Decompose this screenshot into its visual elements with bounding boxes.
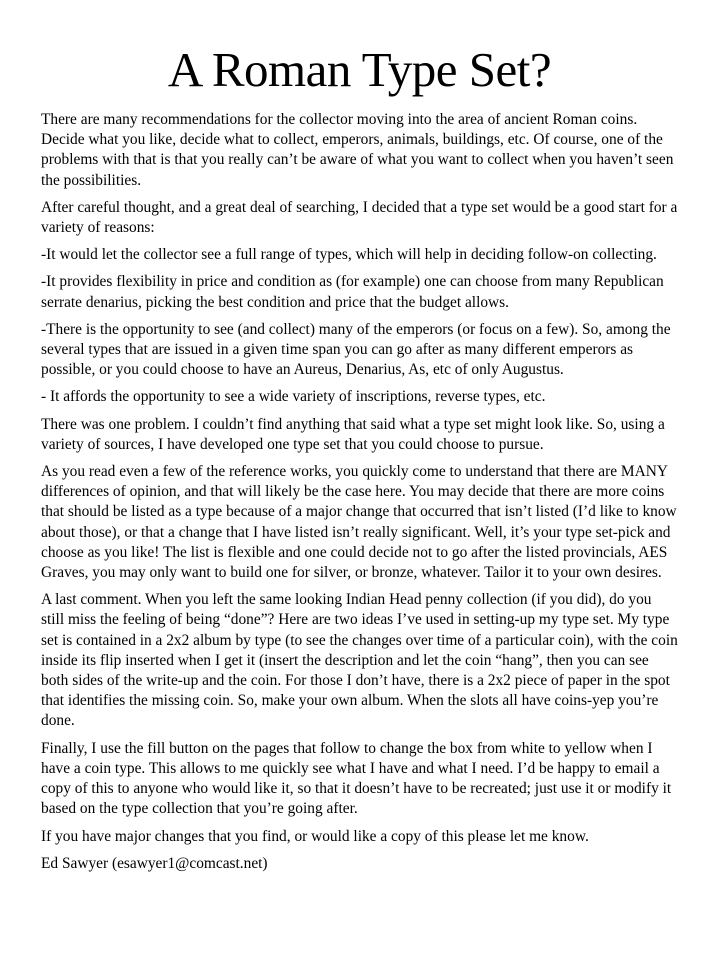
paragraph-contact-request: If you have major changes that you find, or would like a copy of this please let me know.	[41, 827, 589, 845]
paragraph-reason-emperors: -There is the opportunity to see (and collect) many of the emperors (or focus on a few). So, among the several types that are issued in a given time span you can go after as many different emperors as possible, or you could choose to have an Aureus, Denarius, As, etc of only Augustus.	[41, 320, 671, 379]
paragraph-problem: There was one problem. I couldn’t find anything that said what a type set might look like. So, using a variety of sources, I have developed one type set that you could choose to pursue.	[41, 415, 665, 453]
paragraph-fill-button: Finally, I use the fill button on the pages that follow to change the box from white to yellow when I have a coin type. This allows to me quickly see what I have and what I need. I’d be happy to email a copy of this to anyone who would like it, so that it doesn’t have to be recreated; just use it or modify it based on the type collection that you’re going after.	[41, 739, 672, 818]
paragraph-reason-inscriptions: - It affords the opportunity to see a wide variety of inscriptions, reverse types, etc.	[41, 388, 546, 406]
paragraph-last-comment: A last comment. When you left the same looking Indian Head penny collection (if you did), do you still miss the feeling of being “done”? Here are two ideas I’ve used in setting-up my type set. My type set is contained in a 2x2 album by type (to see the changes over time of a particular coin), with the coin inside its flip inserted when I get it (insert the description and let the coin “hang”, then you can see both sides of the write-up and the coin. For those I don’t have, there is a 2x2 piece of paper in the spot that identifies the missing coin. So, make your own album. When the slots all have coins-yep you’re done.	[41, 591, 678, 730]
paragraph-intro: There are many recommendations for the collector moving into the area of ancient Roman coins. Decide what you like, decide what to collect, emperors, animals, buildings, etc. Of course, one of the problems with that is that you really can’t be aware of what you want to collect when you haven’t seen the possibilities.	[41, 111, 674, 189]
paragraph-reason-types: -It would let the collector see a full range of types, which will help in deciding follow-on collecting.	[41, 246, 657, 264]
page-title: A Roman Type Set?	[167, 42, 552, 97]
paragraph-reason-flexibility: -It provides flexibility in price and condition as (for example) one can choose from many Republican serrate denarius, picking the best condition and price that the budget allows.	[41, 273, 664, 311]
author-signature: Ed Sawyer (esawyer1@comcast.net)	[41, 854, 268, 872]
paragraph-reasons-intro: After careful thought, and a great deal of searching, I decided that a type set would be a good start for a variety of reasons:	[41, 198, 678, 237]
paragraph-differences: As you read even a few of the reference works, you quickly come to understand that there are MANY differences of opinion, and that will likely be the case here. You may decide that there are more coins that should be listed as a type because of a major change that occurred that isn’t listed (I’d like to know about those), or that a change that I have listed isn’t really significant. Well, it’s your type set-pick and choose as you like! The list is flexible and one could decide not to go after the listed provincials, AES Graves, you may only want to build one for silver, or bronze, whatever. Tailor it to your own desires.	[41, 463, 677, 582]
document-body	[41, 110, 678, 874]
